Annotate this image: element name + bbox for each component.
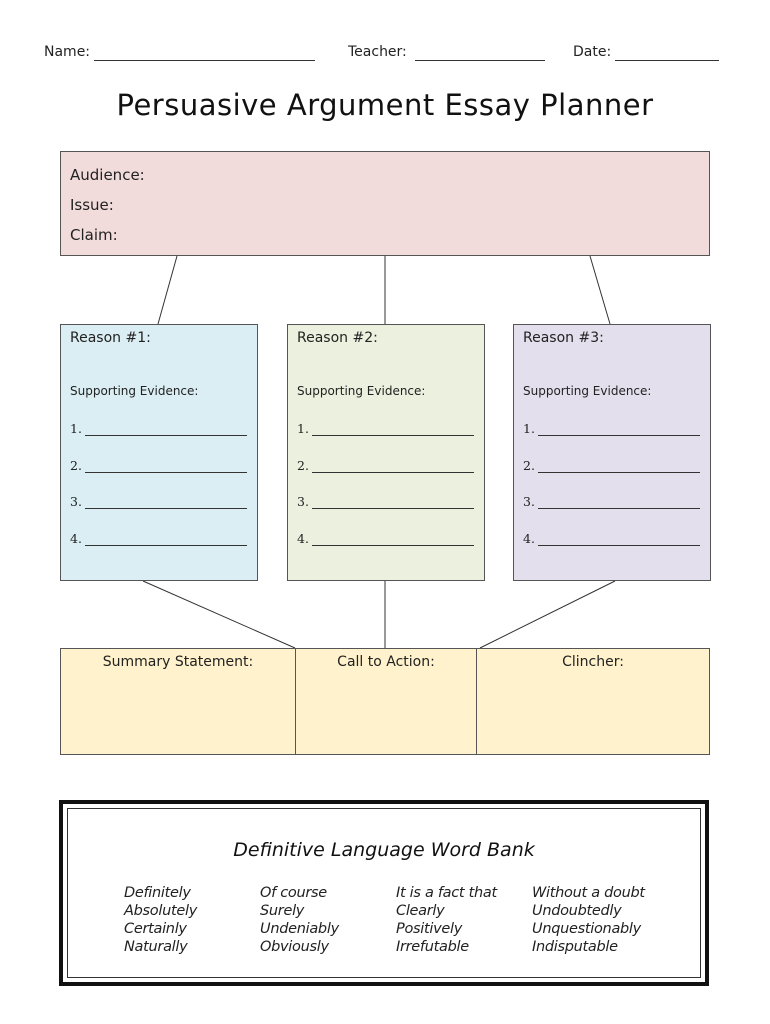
word-bank-word: Unquestionably [532, 921, 641, 937]
evidence-line[interactable] [538, 508, 700, 509]
evidence-number: 3. [523, 494, 535, 509]
evidence-row[interactable] [523, 421, 535, 436]
evidence-number: 1. [523, 421, 535, 436]
connector-reason-1-action [143, 581, 295, 648]
evidence-row[interactable] [523, 531, 535, 546]
word-bank-word: Positively [396, 921, 463, 937]
evidence-number: 2. [297, 458, 309, 473]
word-bank-word: Certainly [124, 921, 187, 937]
word-bank-word: Undoubtedly [532, 903, 622, 919]
evidence-label: Supporting Evidence: [523, 384, 652, 398]
evidence-line[interactable] [538, 545, 700, 546]
reason-box-2[interactable] [287, 324, 485, 581]
evidence-line[interactable] [85, 435, 247, 436]
word-bank-word: It is a fact that [396, 885, 497, 901]
evidence-label: Supporting Evidence: [70, 384, 199, 398]
word-bank-word: Irrefutable [396, 939, 469, 955]
word-bank-word: Clearly [396, 903, 445, 919]
name-label: Name: [44, 44, 91, 60]
word-bank-inner-frame [67, 808, 701, 978]
evidence-number: 4. [70, 531, 82, 546]
evidence-number: 2. [70, 458, 82, 473]
word-bank-word: Indisputable [532, 939, 618, 955]
word-bank-word: Definitely [124, 885, 191, 901]
evidence-number: 4. [297, 531, 309, 546]
connector-claim-reason-3 [590, 256, 610, 324]
evidence-line[interactable] [312, 472, 474, 473]
word-bank [59, 800, 709, 986]
call-to-action-box[interactable] [295, 648, 477, 755]
word-bank-word: Naturally [124, 939, 188, 955]
evidence-line[interactable] [85, 472, 247, 473]
summary-statement-label: Summary Statement: [102, 654, 254, 670]
clincher-label: Clincher: [562, 654, 624, 670]
word-bank-word: Of course [260, 885, 327, 901]
date-label: Date: [573, 44, 612, 60]
evidence-line[interactable] [312, 545, 474, 546]
evidence-line[interactable] [312, 435, 474, 436]
word-bank-column-1 [124, 884, 197, 956]
word-bank-word: Obviously [260, 939, 329, 955]
evidence-row[interactable] [297, 458, 309, 473]
teacher-label: Teacher: [348, 44, 407, 60]
word-bank-column-4 [532, 884, 645, 956]
evidence-row[interactable] [70, 494, 82, 509]
reason-box-3[interactable] [513, 324, 711, 581]
reason-title: Reason #3: [523, 330, 604, 346]
word-bank-word: Surely [260, 903, 305, 919]
evidence-number: 3. [297, 494, 309, 509]
summary-statement-box[interactable] [60, 648, 296, 755]
evidence-row[interactable] [297, 421, 309, 436]
connector-reason-3-action [480, 581, 615, 648]
evidence-line[interactable] [85, 508, 247, 509]
reason-box-1[interactable] [60, 324, 258, 581]
evidence-line[interactable] [538, 472, 700, 473]
connector-claim-reason-1 [158, 256, 177, 324]
evidence-number: 2. [523, 458, 535, 473]
clincher-box[interactable] [476, 648, 710, 755]
reason-title: Reason #1: [70, 330, 151, 346]
audience-label: Audience: [70, 166, 145, 184]
evidence-number: 1. [297, 421, 309, 436]
word-bank-word: Absolutely [124, 903, 197, 919]
claim-label: Claim: [70, 226, 118, 244]
evidence-line[interactable] [85, 545, 247, 546]
word-bank-word: Without a doubt [532, 885, 645, 901]
evidence-row[interactable] [523, 494, 535, 509]
evidence-label: Supporting Evidence: [297, 384, 426, 398]
issue-label: Issue: [70, 196, 114, 214]
word-bank-column-2 [260, 884, 339, 956]
word-bank-word: Undeniably [260, 921, 339, 937]
evidence-row[interactable] [297, 494, 309, 509]
evidence-line[interactable] [312, 508, 474, 509]
evidence-number: 3. [70, 494, 82, 509]
claim-box[interactable] [60, 151, 710, 256]
evidence-row[interactable] [523, 458, 535, 473]
reason-title: Reason #2: [297, 330, 378, 346]
evidence-row[interactable] [70, 458, 82, 473]
word-bank-title: Definitive Language Word Bank [233, 839, 535, 861]
word-bank-column-3 [396, 884, 497, 956]
evidence-number: 1. [70, 421, 82, 436]
call-to-action-label: Call to Action: [337, 654, 435, 670]
evidence-row[interactable] [297, 531, 309, 546]
evidence-line[interactable] [538, 435, 700, 436]
evidence-row[interactable] [70, 421, 82, 436]
page-title: Persuasive Argument Essay Planner [116, 88, 654, 122]
evidence-row[interactable] [70, 531, 82, 546]
evidence-number: 4. [523, 531, 535, 546]
